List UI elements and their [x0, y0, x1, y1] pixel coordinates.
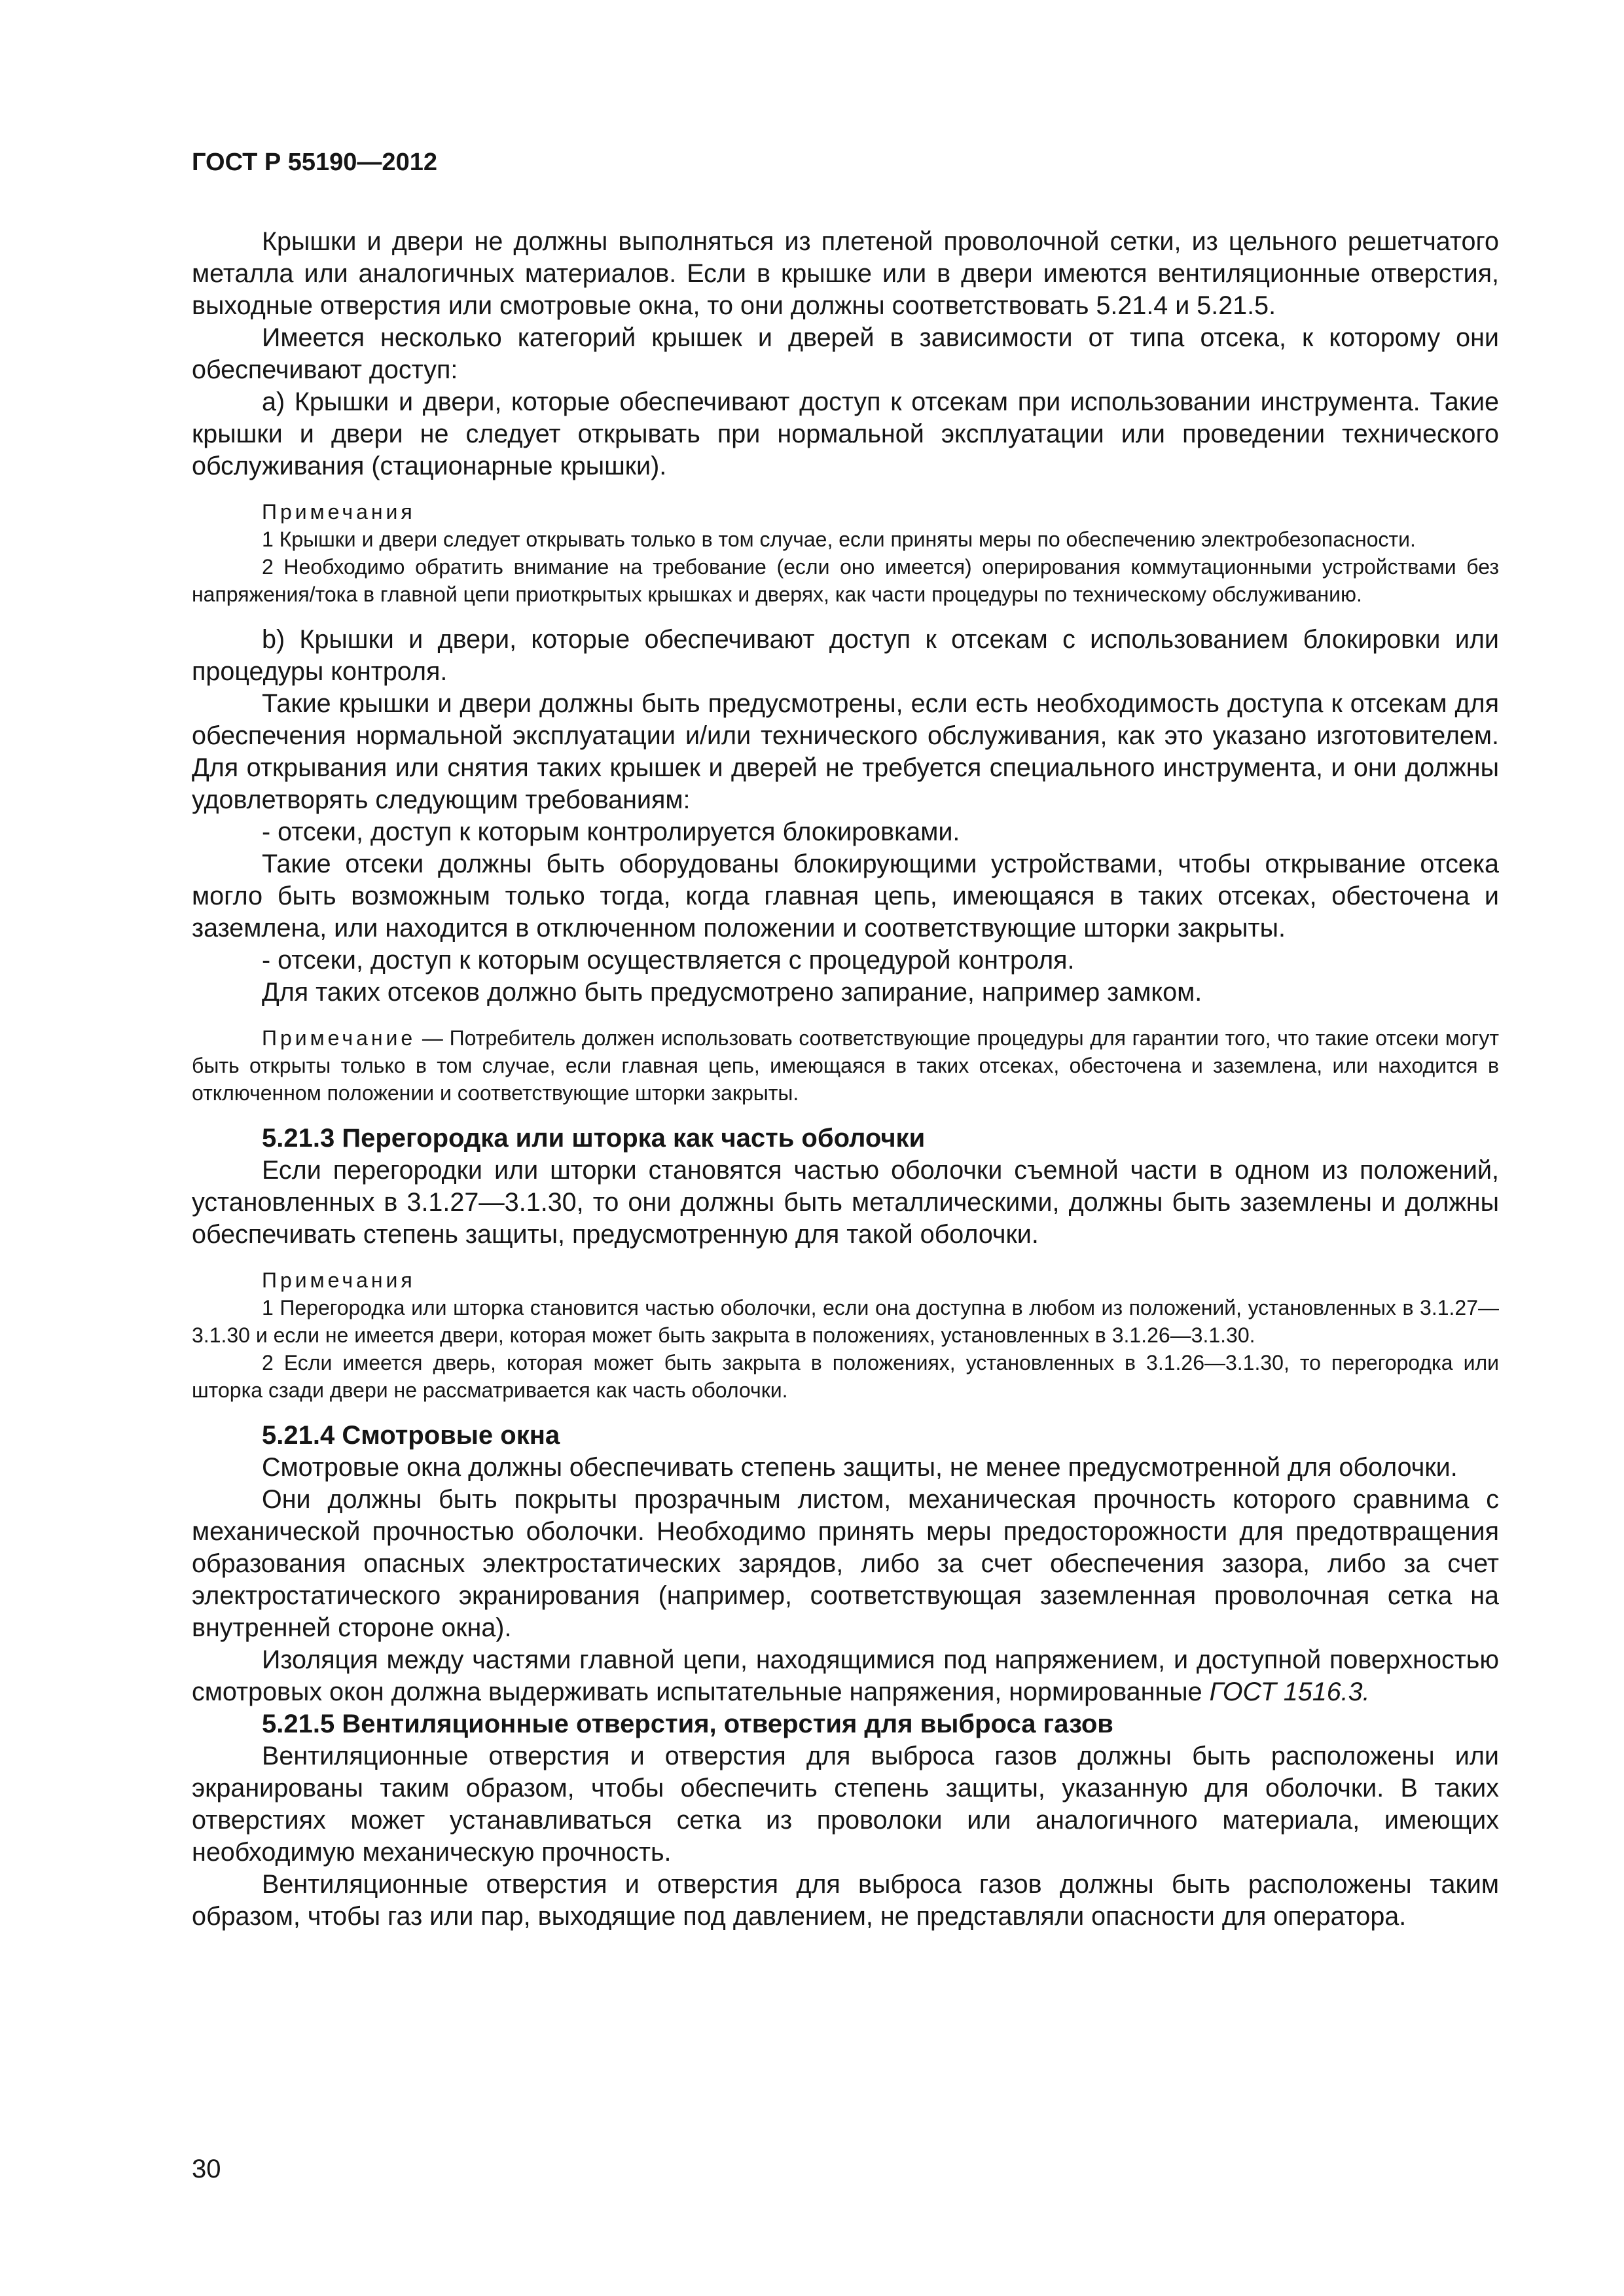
- paragraph: Если перегородки или шторки становятся частью оболочки съемной части в одном из положений, установленных в 3.1.27—3.1.30, то они должны быть металлическими, должны быть заземлены и должны обеспечивать степень защиты, предусмотренную для такой оболочки.: [192, 1156, 1499, 1249]
- note-item: 1 Крышки и двери следует открывать только в том случае, если приняты меры по обеспечению электробезопасности.: [262, 528, 1416, 551]
- document-code-header: ГОСТ Р 55190—2012: [192, 149, 437, 176]
- paragraph: Вентиляционные отверстия и отверстия для выброса газов должны быть расположены таким образом, чтобы газ или пар, выходящие под давлением, не представляли опасности для оператора.: [192, 1870, 1499, 1931]
- paragraph: Вентиляционные отверстия и отверстия для выброса газов должны быть расположены или экранированы таким образом, чтобы обеспечить степень защиты, указанную для оболочки. В таких отверстиях может устанавливаться сетка из проволоки или аналогичного материала, имеющих необходимую механическую прочность.: [192, 1742, 1499, 1867]
- section-heading-5-21-3: 5.21.3 Перегородка или шторка как часть оболочки: [262, 1124, 926, 1153]
- paragraph: Такие крышки и двери должны быть предусмотрены, если есть необходимость доступа к отсекам для обеспечения нормальной эксплуатации и/или технического обслуживания, как это указано изготовителем. Для открывания или снятия таких крышек и дверей не требуется специального инструмента, и они должны удовлетворять следующим требованиям:: [192, 689, 1499, 814]
- paragraph: Такие отсеки должны быть оборудованы блокирующими устройствами, чтобы открывание отсека могло быть возможным только тогда, когда главная цепь, имеющаяся в таких отсеках, обесточена и заземлена, или находится в отключенном положении и соответствующие шторки закрыты.: [192, 850, 1499, 942]
- dash-item: - отсеки, доступ к которым осуществляется с процедурой контроля.: [262, 946, 1075, 975]
- notes-title: Примечания: [262, 500, 416, 524]
- note-item: 2 Необходимо обратить внимание на требование (если оно имеется) оперирования коммутационными устройствами без напряжения/тока в главной цепи приоткрытых крышках и дверях, как части процедуры по техническому обслуживанию.: [192, 555, 1499, 606]
- section-heading-5-21-4: 5.21.4 Смотровые окна: [262, 1421, 560, 1450]
- dash-item: - отсеки, доступ к которым контролируется блокировками.: [262, 817, 960, 846]
- list-item-a: a) Крышки и двери, которые обеспечивают доступ к отсекам при использовании инструмента. Такие крышки и двери не следует открывать при нормальной эксплуатации или проведении технического обслуживания (стационарные крышки).: [192, 387, 1499, 480]
- single-note: [192, 1024, 1499, 1107]
- paragraph: Имеется несколько категорий крышек и дверей в зависимости от типа отсека, к которому они обеспечивают доступ:: [192, 323, 1499, 384]
- paragraph: Для таких отсеков должно быть предусмотрено запирание, например замком.: [262, 978, 1202, 1007]
- section-heading-5-21-5: 5.21.5 Вентиляционные отверстия, отверстия для выброса газов: [262, 1710, 1113, 1738]
- list-item-b: b) Крышки и двери, которые обеспечивают доступ к отсекам с использованием блокировки или процедуры контроля.: [192, 625, 1499, 686]
- paragraph: Крышки и двери не должны выполняться из плетеной проволочной сетки, из цельного решетчатого металла или аналогичных материалов. Если в крышке или в двери имеются вентиляционные отверстия, выходные отверстия или смотровые окна, то они должны соответствовать 5.21.4 и 5.21.5.: [192, 227, 1499, 320]
- paragraph: [192, 1644, 1499, 1708]
- paragraph-text: Изоляция между частями главной цепи, находящимися под напряжением, и доступной поверхностью смотровых окон должна выдерживать испытательные напряжения, нормированные: [192, 1645, 1499, 1706]
- document-body: [192, 226, 1499, 1933]
- notes-title: Примечания: [262, 1268, 416, 1292]
- note-label: Примечание: [262, 1026, 416, 1050]
- note-text: — Потребитель должен использовать соответствующие процедуры для гарантии того, что такие отсеки могут быть открыты только в том случае, если главная цепь, имеющаяся в таких отсеках, обесточена и заземлена, или находится в отключенном положении и соответствующие шторки закрыты.: [192, 1026, 1499, 1105]
- note-item: 1 Перегородка или шторка становится частью оболочки, если она доступна в любом из положений, установленных в 3.1.27—3.1.30 и если не имеется двери, которая может быть закрыта в положениях, установленных в 3.1.26—3.1.30.: [192, 1296, 1499, 1347]
- paragraph: Они должны быть покрыты прозрачным листом, механическая прочность которого сравнима с механической прочностью оболочки. Необходимо принять меры предосторожности для предотвращения образования опасных электростатических зарядов, либо за счет обеспечения зазора, либо за счет электростатического экранирования (например, соответствующая заземленная проволочная сетка на внутренней стороне окна).: [192, 1485, 1499, 1642]
- paragraph: Смотровые окна должны обеспечивать степень защиты, не менее предусмотренной для оболочки.: [262, 1453, 1458, 1482]
- standard-reference: ГОСТ 1516.3.: [1209, 1677, 1370, 1706]
- note-item: 2 Если имеется дверь, которая может быть закрыта в положениях, установленных в 3.1.26—3.1.30, то перегородка или шторка сзади двери не рассматривается как часть оболочки.: [192, 1351, 1499, 1402]
- page-number: 30: [192, 2155, 221, 2183]
